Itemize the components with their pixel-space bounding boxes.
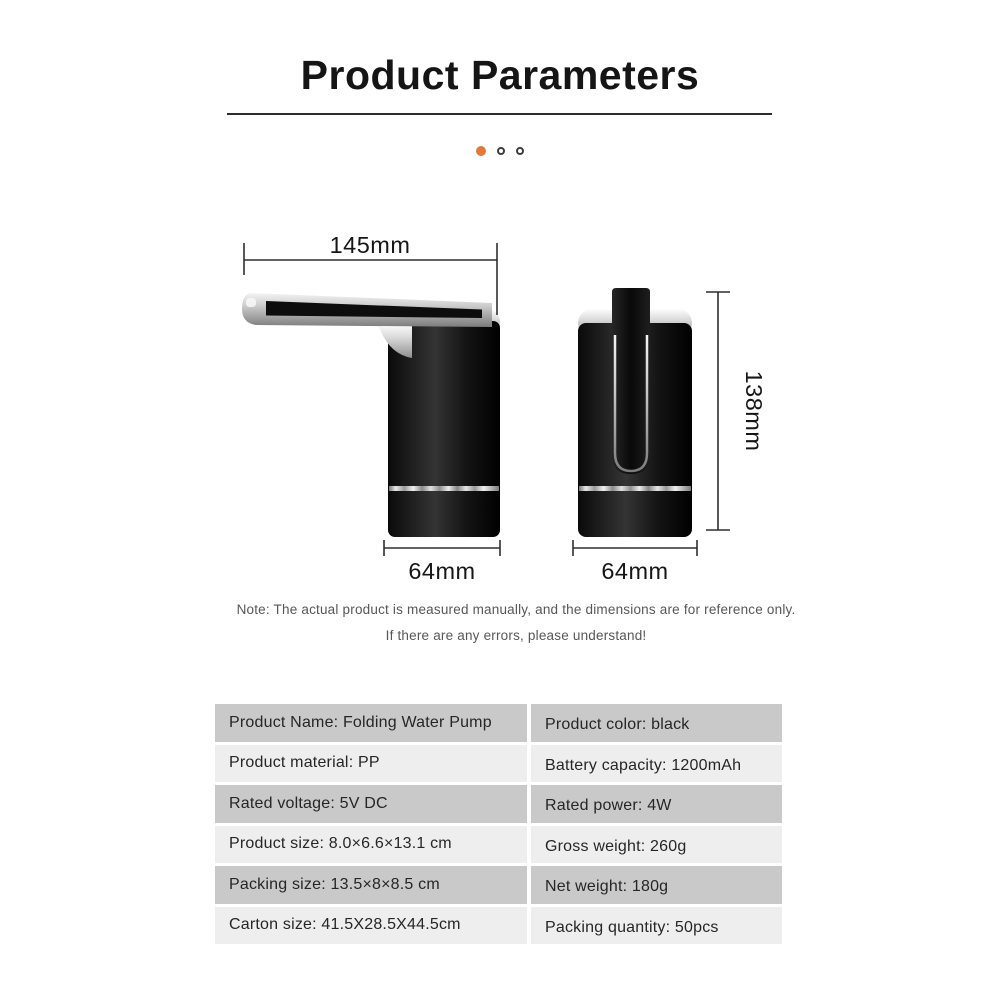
carousel-dot[interactable] [476, 146, 486, 156]
spec-cell-battery: Battery capacity: 1200mAh [531, 745, 782, 783]
dim-height-label: 138mm [741, 370, 767, 452]
pump-side-view [242, 293, 500, 537]
product-figure [180, 230, 800, 590]
note-line-1: Note: The actual product is measured manually, and the dimensions are for reference only. [236, 602, 796, 617]
carousel-dots [0, 146, 1000, 156]
spec-cell-voltage: Rated voltage: 5V DC [215, 785, 527, 823]
spec-cell-power: Rated power: 4W [531, 785, 782, 823]
table-row [215, 704, 782, 742]
note-line-2: If there are any errors, please understand! [385, 628, 647, 643]
table-row [215, 907, 782, 945]
measurement-note [0, 597, 1000, 649]
spec-table [215, 704, 782, 944]
dim-base-right-label: 64mm [601, 558, 669, 584]
spec-cell-gross-weight: Gross weight: 260g [531, 826, 782, 864]
spec-cell-packing-qty: Packing quantity: 50pcs [531, 907, 782, 945]
folded-arm [612, 288, 650, 474]
dim-arm-length-label: 145mm [329, 232, 411, 258]
table-row [215, 785, 782, 823]
dim-base-left-label: 64mm [408, 558, 476, 584]
spec-cell-product-size: Product size: 8.0×6.6×13.1 cm [215, 826, 527, 864]
spec-cell-product-color: Product color: black [531, 704, 782, 742]
silver-band [389, 486, 499, 491]
spec-cell-product-name: Product Name: Folding Water Pump [215, 704, 527, 742]
table-row [215, 826, 782, 864]
spec-cell-carton-size: Carton size: 41.5X28.5X44.5cm [215, 907, 527, 945]
spec-cell-packing-size: Packing size: 13.5×8×8.5 cm [215, 866, 527, 904]
page-title: Product Parameters [300, 52, 700, 98]
carousel-dot[interactable] [516, 147, 524, 155]
carousel-dot[interactable] [497, 147, 505, 155]
table-row [215, 866, 782, 904]
pump-front-view [578, 288, 692, 537]
title-underline [227, 113, 772, 115]
spec-cell-material: Product material: PP [215, 745, 527, 783]
spout-tip-highlight [246, 298, 256, 307]
table-row [215, 745, 782, 783]
spec-cell-net-weight: Net weight: 180g [531, 866, 782, 904]
silver-band [579, 486, 691, 491]
